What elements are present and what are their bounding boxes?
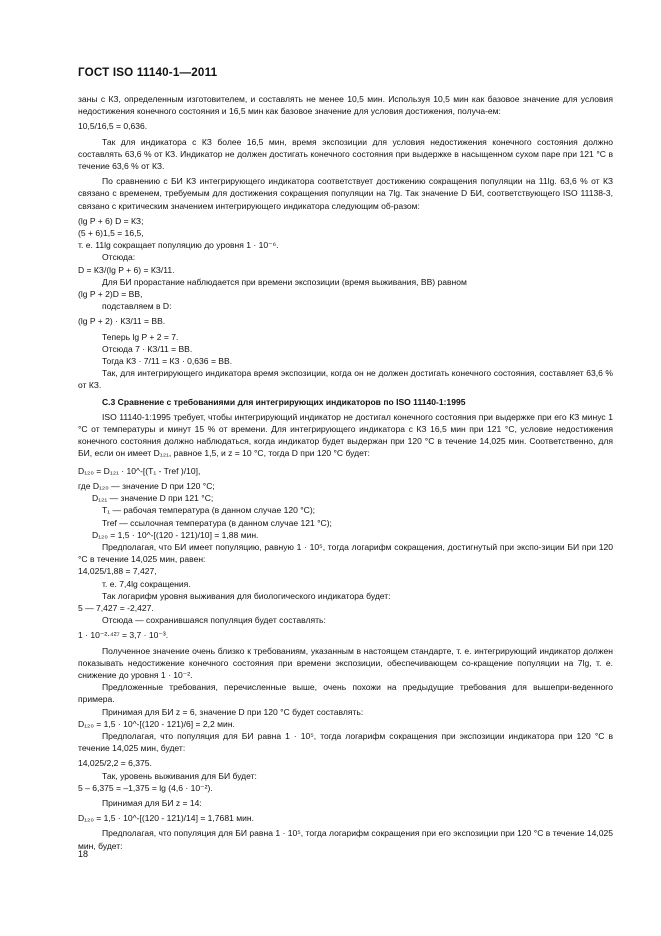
paragraph: Тогда КЗ · 7/11 = КЗ · 0,636 = ВВ. (102, 356, 233, 367)
definition-line: D₁₂₁ — значение D при 121 °С; (92, 493, 214, 504)
paragraph: т. е. 11lg сокращает популяцию до уровня 1 · 10⁻⁶. (78, 240, 279, 251)
formula: 10,5/16,5 = 0,636. (78, 121, 148, 132)
paragraph: По сравнению с БИ КЗ интегрирующего индикатора соответствует достижению сокращения популяции на 11lg. 63,6 % от КЗ связано с временем, требуемым для достижения сокращения популяции на 7lg. Так значение D БИ, соответствующего ISO 11138-3, связано с критическим значением интегрирующего индикатора следующим об-разом: (78, 176, 613, 211)
formula: 5 – 6,375 = –1,375 = lg (4,6 · 10⁻²). (78, 782, 213, 793)
paragraph: Предложенные требования, перечисленные выше, очень похожи на предыдущие требования для вышепри-веденного примера. (78, 682, 613, 705)
paragraph: Отсюда: (102, 252, 136, 263)
paragraph: Принимая для БИ z = 14: (102, 797, 202, 808)
paragraph: Предполагая, что популяция для БИ равна 1 · 10⁵, тогда логарифм сокращения при его экспозиции при 120 °С в течение 14,025 мин, будет: (78, 828, 613, 851)
formula: 14,025/1,88 = 7,427, (78, 566, 157, 577)
formula: 5 — 7,427 = -2,427. (78, 602, 154, 613)
paragraph: подставляем в D: (102, 301, 172, 312)
paragraph: Теперь lg P + 2 = 7. (102, 331, 179, 342)
paragraph: Отсюда 7 · КЗ/11 = ВВ. (102, 343, 193, 354)
formula: 1 · 10⁻²·⁴²⁷ = 3,7 · 10⁻³. (78, 630, 169, 641)
formula: D₁₂₀ = 1,5 · 10^-[(120 - 121)/6] = 2,2 мин. (78, 718, 235, 729)
paragraph: т. е. 7,4lg сокращения. (102, 578, 191, 589)
definition-line: где D₁₂₀ — значение D при 120 °С; (78, 480, 215, 491)
paragraph: Принимая для БИ z = 6, значение D при 120 °С будет составлять: (102, 706, 364, 717)
definition-line: Tref — ссылочная температура (в данном случае 121 °С); (102, 517, 332, 528)
paragraph: Предполагая, что БИ имеет популяцию, равную 1 · 10⁵, тогда логарифм сокращения, достигнутый при экспо-зиции БИ при 120 °С в течение 14,025 мин, равен: (78, 541, 613, 565)
paragraph: Так для индикатора с КЗ более 16,5 мин, время экспозиции для условия недостижения конечного состояния должно составлять 63,6 % от КЗ. Индикатор не должен достигать конечного состояния при выдержке в насыщенном сухом паре при 121 °С в течение 63,6 % от КЗ. (78, 136, 613, 172)
paragraph: Предполагая, что популяция для БИ равна 1 · 10⁵, тогда логарифм сокращения при экспозиции индикатора при 120 °С в течение 14,025 мин, будет: (78, 730, 613, 754)
page-header-title: ГОСТ ISO 11140-1—2011 (78, 66, 218, 79)
formula: (lg P + 2) · КЗ/11 = ВВ. (78, 316, 166, 327)
section-heading: С.3 Сравнение с требованиями для интегрирующих индикаторов по ISO 11140-1:1995 (102, 396, 466, 407)
paragraph: Так, для интегрирующего индикатора время экспозиции, когда он не должен достигать конечного состояния, составляет 63,6 % от КЗ. (78, 368, 613, 391)
formula: D₁₂₀ = D₁₂₁ · 10^-[(T₁ - Tref )/10], (78, 465, 201, 476)
paragraph: Так, уровень выживания для БИ будет: (102, 770, 257, 781)
formula: (5 + 6)1,5 = 16,5, (78, 228, 144, 239)
paragraph: Так логарифм уровня выживания для биологического индикатора будет: (102, 590, 391, 601)
paragraph: Отсюда — сохранившаяся популяция будет составлять: (102, 615, 326, 626)
formula: D₁₂₀ = 1,5 · 10^-[(120 - 121)/10] = 1,88 мин. (92, 529, 259, 540)
paragraph: Полученное значение очень близко к требованиям, указанным в настоящем стандарте, т. е. интегрирующий индикатор должен показывать недостижение конечного состояния при времени экспозиции, обеспечивающем со-кращение популяции на 7lg, т. е. снижение до уровня 1 · 10⁻². (78, 645, 613, 680)
formula: (lg P + 6) D = КЗ; (78, 215, 144, 226)
formula: D = КЗ/(lg P + 6) = КЗ/11. (78, 264, 175, 275)
paragraph: Для БИ прорастание наблюдается при времени экспозиции (время выживания, ВВ) равном (102, 276, 467, 287)
formula: (lg P + 2)D = ВВ, (78, 289, 143, 300)
formula: 14,025/2,2 = 6,375. (78, 758, 152, 769)
page-number: 18 (78, 849, 89, 859)
formula: D₁₂₀ = 1,5 · 10^-[(120 - 121)/14] = 1,7681 мин. (78, 813, 254, 824)
definition-line: T₁ — рабочая температура (в данном случае 120 °С); (102, 505, 316, 516)
paragraph: ISO 11140-1:1995 требует, чтобы интегрирующий индикатор не достигал конечного состояния при выдержке при его КЗ минус 1 °С от температуры и минут 15 % от времени. Для интегрирующего индикатора с КЗ 16,5 мин при 121 °С, условие недостижения конечного состояния должно наблюдаться, когда индикатор будет выдержан при 120 °С в течение 14,025 мин. Соответственно, для БИ, если он имеет D₁₂₁, равное 1,5, и z = 10 °С, тогда D при 120 °С будет: (78, 411, 613, 459)
paragraph: заны с КЗ, определенным изготовителем, и составлять не менее 10,5 мин. Используя 10,5 мин как базовое значение для условия недостижения конечного состояния и 16,5 мин как базовое значение для условия достижения, получа-ем: (78, 94, 613, 117)
document-body (78, 93, 613, 852)
